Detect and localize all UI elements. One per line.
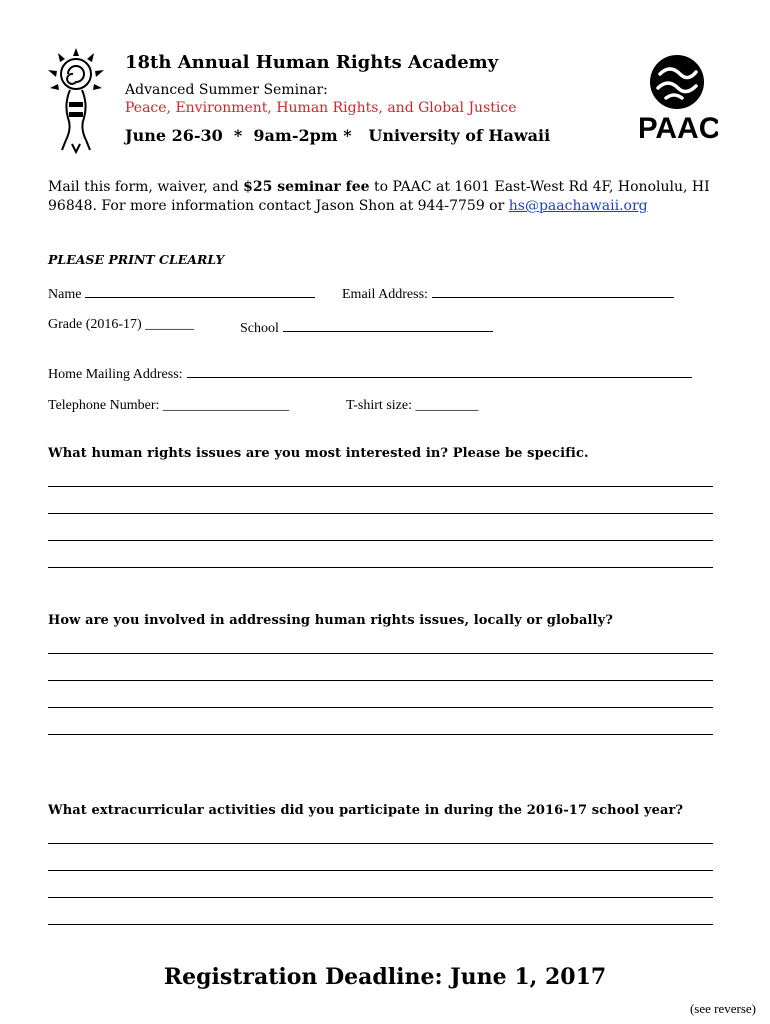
print-clearly-note: PLEASE PRINT CLEARLY: [48, 252, 225, 267]
answer-line[interactable]: [48, 734, 713, 735]
registration-deadline: Registration Deadline: June 1, 2017: [163, 964, 607, 990]
answer-line[interactable]: [48, 897, 713, 898]
telephone-field[interactable]: Telephone Number: __________________: [48, 398, 289, 413]
email-field[interactable]: Email Address:: [342, 283, 674, 303]
answer-line[interactable]: [48, 653, 713, 654]
contact-email-link[interactable]: hs@paachawaii.org: [508, 198, 648, 214]
see-reverse-note: (see reverse): [689, 1001, 756, 1016]
grade-field[interactable]: Grade (2016-17) _______: [48, 317, 195, 332]
tshirt-size-field[interactable]: T-shirt size: _________: [346, 398, 479, 413]
seminar-fee: $25 seminar fee: [243, 179, 370, 195]
answer-line[interactable]: [48, 924, 713, 925]
answer-line[interactable]: [48, 680, 713, 681]
home-address-field[interactable]: Home Mailing Address:: [48, 363, 692, 383]
seminar-subtitle: Advanced Summer Seminar:: [125, 82, 328, 98]
answer-line[interactable]: [48, 486, 713, 487]
answer-line[interactable]: [48, 870, 713, 871]
question-1: What human rights issues are you most interested in? Please be specific.: [48, 446, 589, 461]
paac-logo: [640, 52, 718, 144]
question-3: What extracurricular activities did you participate in during the 2016-17 school year?: [48, 803, 684, 818]
event-dates: June 26-30 * 9am-2pm * University of Hawaii: [125, 126, 551, 145]
answer-line[interactable]: [48, 567, 713, 568]
page-title: 18th Annual Human Rights Academy: [125, 52, 499, 73]
answer-line[interactable]: [48, 540, 713, 541]
answer-line[interactable]: [48, 843, 713, 844]
answer-line[interactable]: [48, 707, 713, 708]
answer-line[interactable]: [48, 513, 713, 514]
paac-logo-text: PAAC: [640, 112, 718, 144]
mailing-instructions: Mail this form, waiver, and $25 seminar fee to PAAC at 1601 East-West Rd 4F, Honolulu, HI 96848. For more information contact Jason Shon at 944-7759 or hs@paachawaii.org: [48, 179, 710, 214]
seminar-topics: Peace, Environment, Human Rights, and Global Justice: [125, 100, 517, 116]
name-field[interactable]: Name: [48, 283, 315, 303]
academy-logo: [42, 44, 112, 156]
question-2: How are you involved in addressing human rights issues, locally or globally?: [48, 613, 613, 628]
school-field[interactable]: School: [240, 317, 493, 337]
